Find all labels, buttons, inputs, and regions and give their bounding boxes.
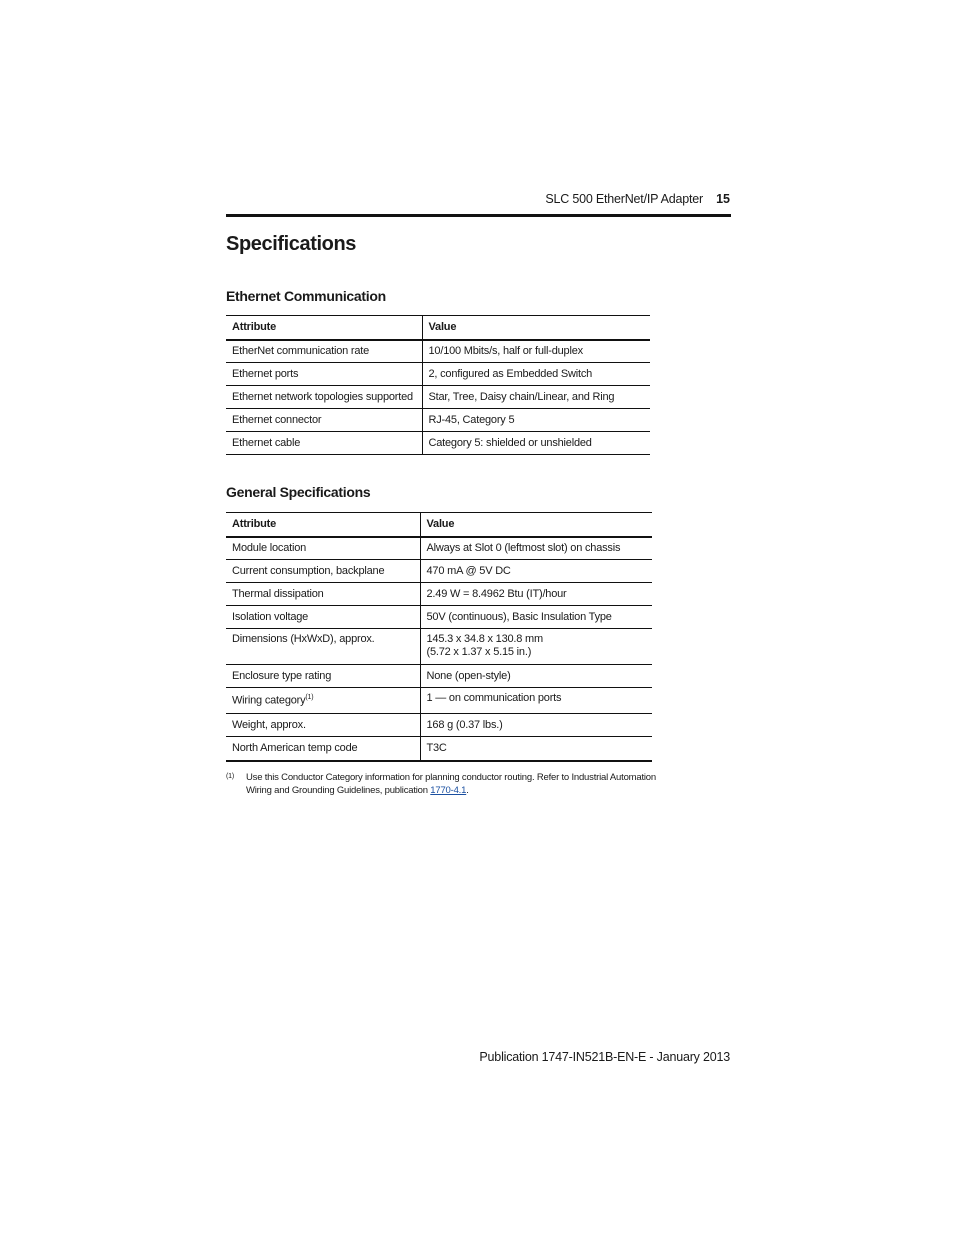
footnote-body: Use this Conductor Category information for planning conductor routing. Refer to Industrial Automation Wiring and Grounding Guidelines, publication xyxy=(246,772,656,796)
publication-link[interactable]: 1770-4.1 xyxy=(430,785,467,796)
page-number: 15 xyxy=(716,192,730,206)
table-row xyxy=(226,688,652,714)
value-cell: 2, configured as Embedded Switch xyxy=(428,368,593,380)
footnote-text xyxy=(246,771,656,797)
table-header-row xyxy=(226,316,650,340)
table-row xyxy=(226,606,652,629)
column-header-attribute: Attribute xyxy=(226,513,420,537)
table-header-row xyxy=(226,513,652,537)
table-row xyxy=(226,432,650,455)
value-line-1: 145.3 x 34.8 x 130.8 mm xyxy=(426,633,543,645)
attribute-cell: Enclosure type rating xyxy=(226,665,420,688)
attribute-cell: EtherNet communication rate xyxy=(226,340,422,363)
value-cell: 2.49 W = 8.4962 Btu (IT)/hour xyxy=(426,588,567,600)
table-row xyxy=(226,363,650,386)
ethernet-communication-heading: Ethernet Communication xyxy=(226,288,386,304)
value-cell: T3C xyxy=(426,742,447,755)
value-cell: 50V (continuous), Basic Insulation Type xyxy=(426,611,612,623)
attribute-cell: Ethernet cable xyxy=(226,432,422,455)
value-cell: 1 — on communication ports xyxy=(426,692,562,704)
general-specifications-table xyxy=(226,512,652,762)
table-row xyxy=(226,409,650,432)
table-row xyxy=(226,714,652,737)
table-row xyxy=(226,665,652,688)
value-cell: RJ-45, Category 5 xyxy=(428,414,515,426)
running-header xyxy=(226,191,730,209)
attribute-cell: Weight, approx. xyxy=(226,714,420,737)
table-row xyxy=(226,537,652,560)
value-cell: None (open-style) xyxy=(426,670,511,682)
value-cell: 10/100 Mbits/s, half or full-duplex xyxy=(428,345,583,358)
section-title: Specifications xyxy=(226,233,356,255)
table-row xyxy=(226,629,652,665)
value-cell: 470 mA @ 5V DC xyxy=(426,565,511,577)
footnote-end: . xyxy=(466,785,469,796)
attribute-cell: Ethernet network topologies supported xyxy=(226,386,422,409)
table-row xyxy=(226,583,652,606)
attribute-cell xyxy=(226,688,420,714)
attribute-cell: Ethernet ports xyxy=(226,363,422,386)
attribute-label: Wiring category xyxy=(232,694,306,707)
running-header-title: SLC 500 EtherNet/IP Adapter xyxy=(545,192,703,206)
value-cell: Category 5: shielded or unshielded xyxy=(428,437,592,449)
publication-footer: Publication 1747-IN521B-EN-E - January 2013 xyxy=(479,1050,730,1064)
value-line-2: (5.72 x 1.37 x 5.15 in.) xyxy=(426,646,532,658)
value-cell: Star, Tree, Daisy chain/Linear, and Ring xyxy=(428,391,615,403)
attribute-cell: Ethernet connector xyxy=(226,409,422,432)
table-row xyxy=(226,386,650,409)
column-header-value: Value xyxy=(426,518,455,531)
attribute-cell: Current consumption, backplane xyxy=(226,560,420,583)
attribute-cell: Thermal dissipation xyxy=(226,583,420,606)
table-row xyxy=(226,737,652,761)
table-row xyxy=(226,560,652,583)
attribute-cell: Isolation voltage xyxy=(226,606,420,629)
column-header-value: Value xyxy=(428,321,457,334)
attribute-cell: Module location xyxy=(226,537,420,560)
general-specifications-heading: General Specifications xyxy=(226,484,371,500)
header-rule xyxy=(226,214,731,217)
footnote-mark: (1) xyxy=(226,773,234,780)
value-cell: 168 g (0.37 lbs.) xyxy=(426,719,503,731)
value-cell xyxy=(420,629,652,665)
footnote-reference: (1) xyxy=(305,694,314,702)
value-cell: Always at Slot 0 (leftmost slot) on chassis xyxy=(426,542,621,555)
column-header-attribute: Attribute xyxy=(226,316,422,340)
attribute-cell: Dimensions (HxWxD), approx. xyxy=(226,629,420,665)
ethernet-communication-table xyxy=(226,315,650,455)
attribute-cell: North American temp code xyxy=(226,737,420,761)
table-row xyxy=(226,340,650,363)
